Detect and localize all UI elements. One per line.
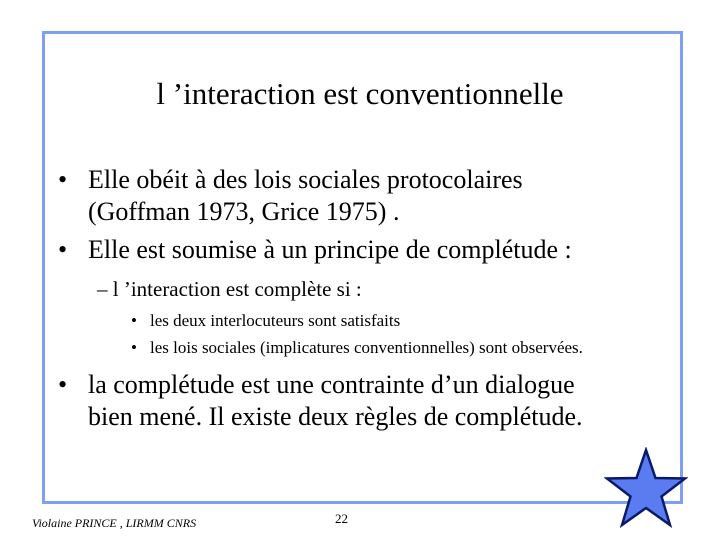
sub-bullet-text: l ’interaction est complète si : <box>112 277 362 301</box>
sub-sub-bullet-marker: • <box>131 338 137 357</box>
bullet-3-line-1: la complétude est une contrainte d’un dialogue <box>88 370 575 399</box>
slide-title: l ’interaction est conventionnelle <box>156 76 564 111</box>
page-number: 22 <box>335 511 348 526</box>
sub-sub-bullet-text: les deux interlocuteurs sont satisfaits <box>150 311 401 330</box>
sub-sub-bullet-marker: • <box>131 311 137 330</box>
bullet-1-line-1: Elle obéit à des lois sociales protocolaires <box>88 165 523 194</box>
sub-sub-bullet-2 <box>131 337 583 359</box>
sub-bullet <box>97 276 362 302</box>
sub-sub-bullet-1 <box>131 310 400 332</box>
star-icon[interactable] <box>604 447 688 531</box>
bullet-3-line-2: bien mené. Il existe deux règles de complétude. <box>88 402 583 431</box>
bullet-2-line-1: Elle est soumise à un principe de complétude : <box>88 235 572 264</box>
bullet-marker: • <box>58 165 68 194</box>
footer-author: Violaine PRINCE , LIRMM CNRS <box>32 516 197 530</box>
bullet-1-line-2: (Goffman 1973, Grice 1975) . <box>88 197 400 226</box>
sub-sub-bullet-text: les lois sociales (implicatures conventionnelles) sont observées. <box>150 338 583 357</box>
star-shape[interactable] <box>607 450 685 525</box>
bullet-marker: • <box>58 235 68 264</box>
bullet-marker: • <box>58 370 68 399</box>
sub-bullet-marker: – <box>97 277 108 301</box>
